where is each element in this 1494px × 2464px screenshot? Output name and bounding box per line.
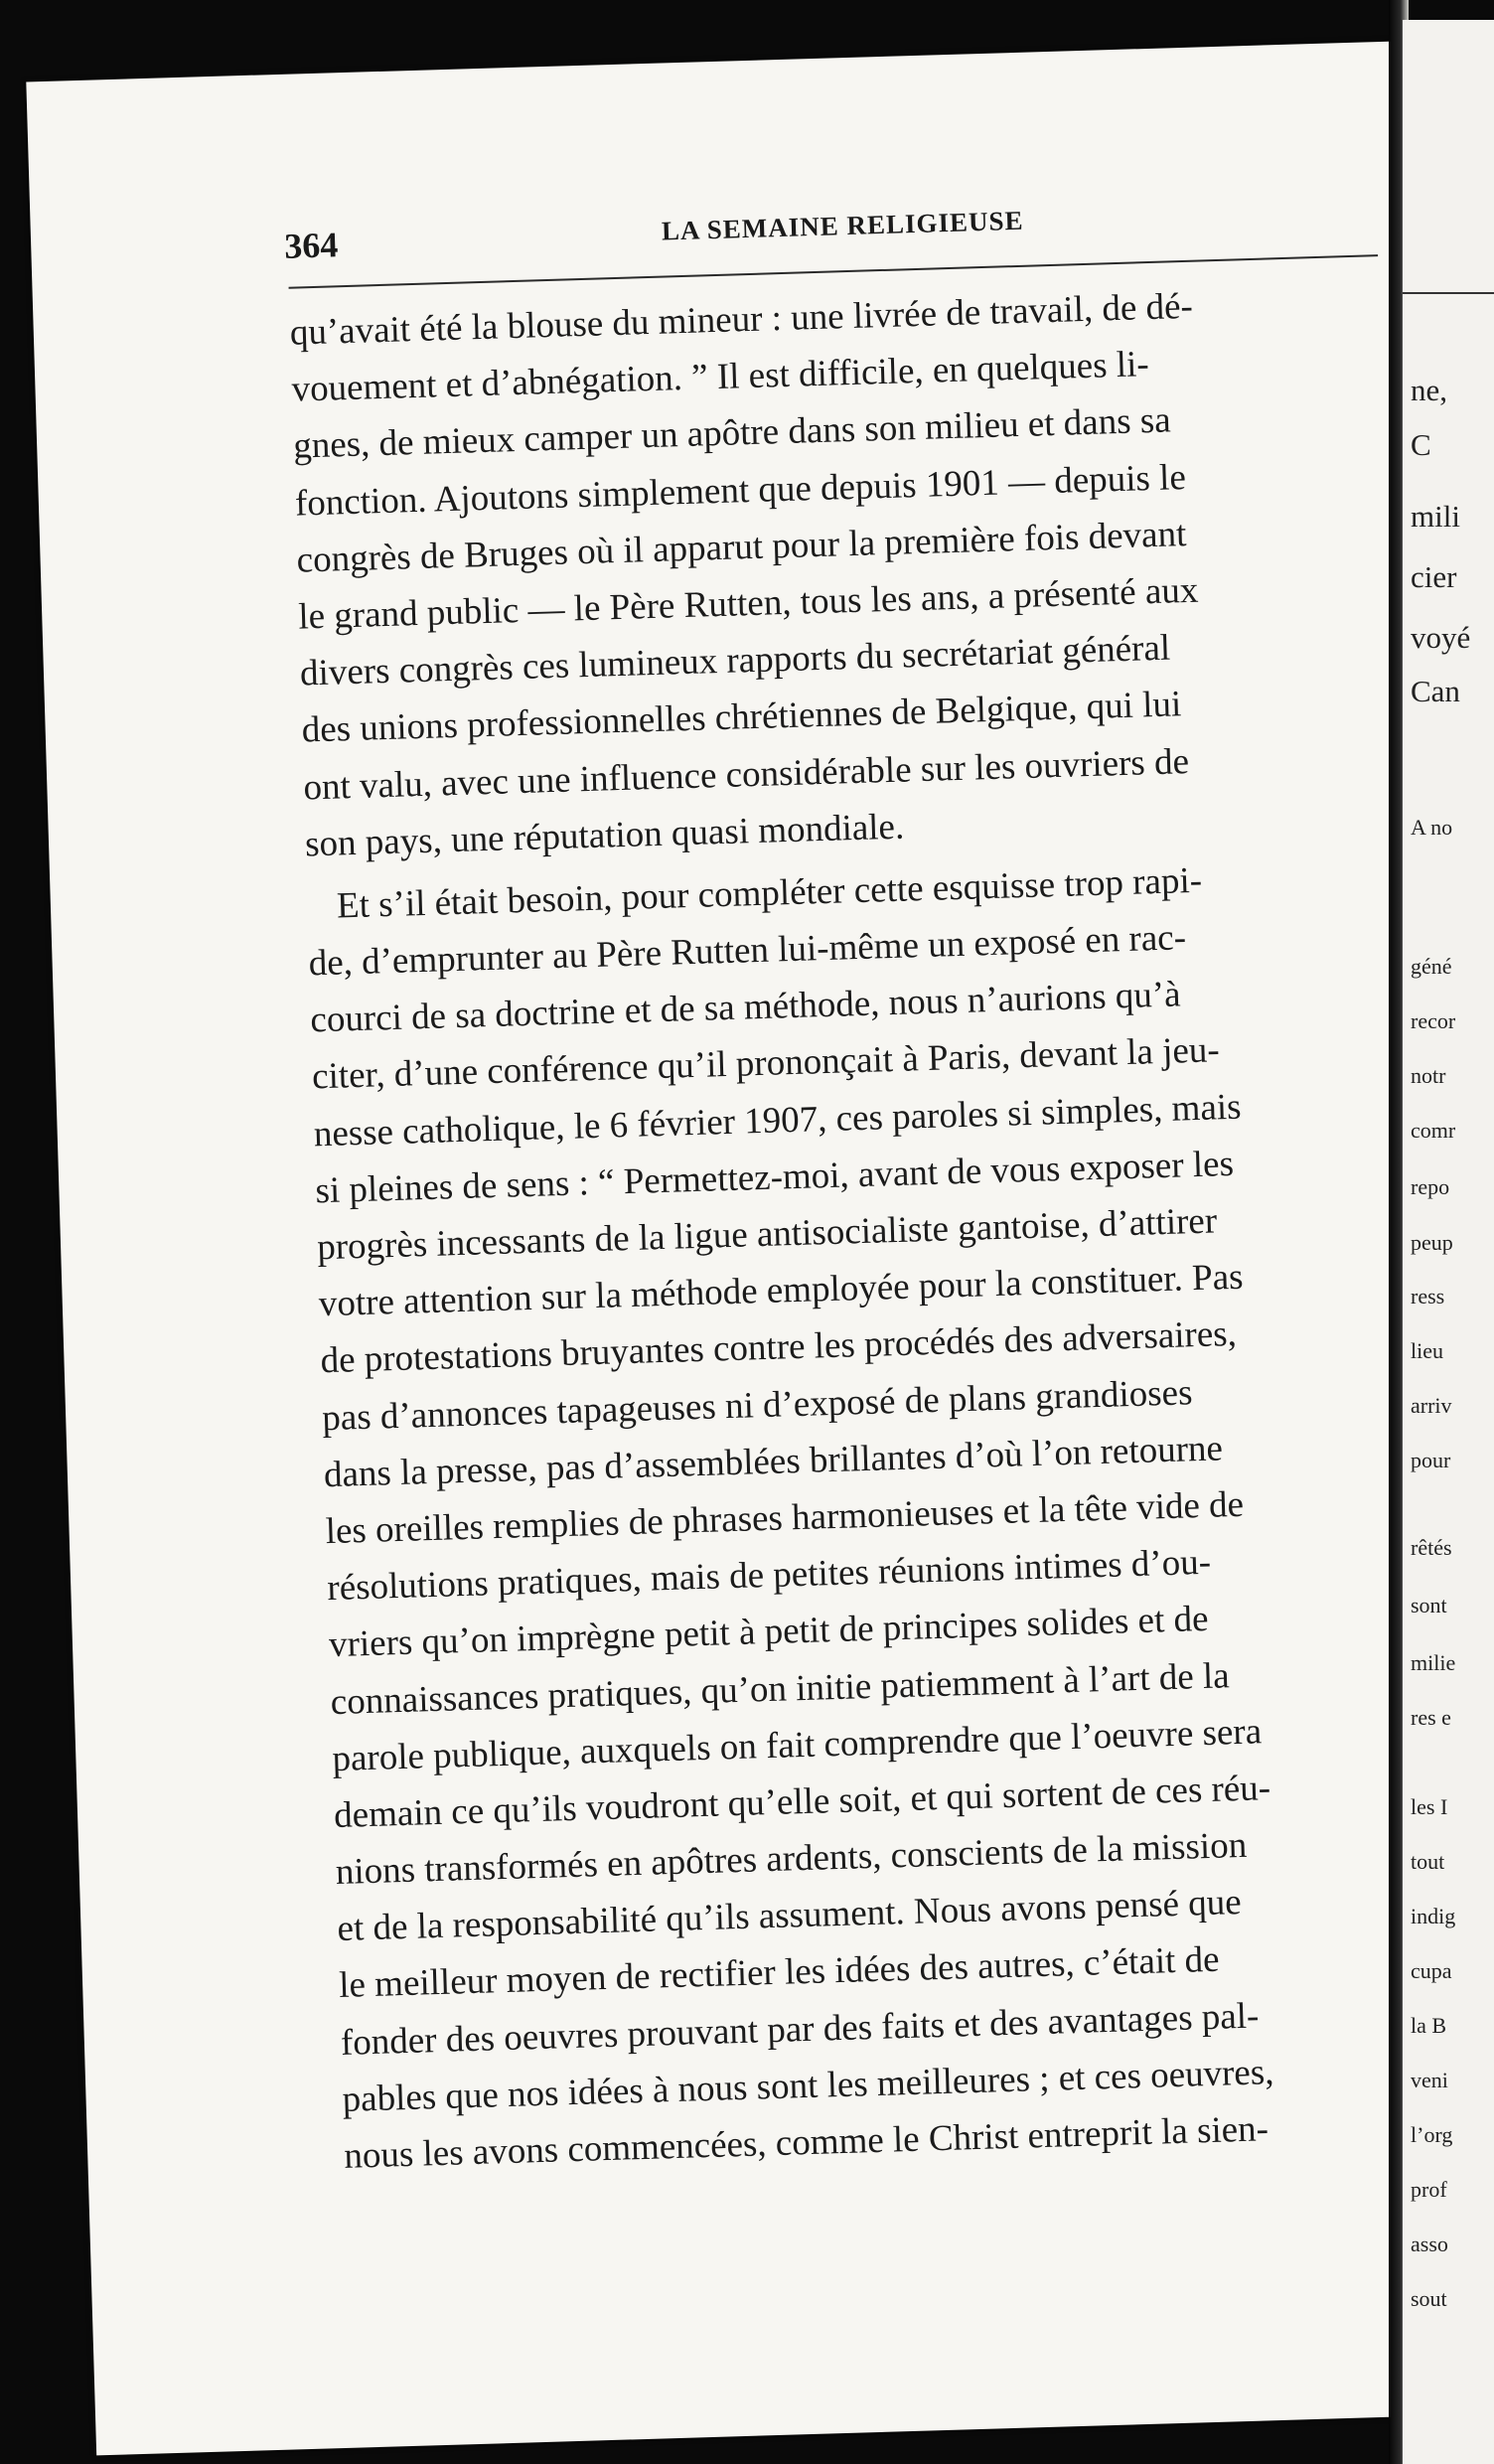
facing-fragment: cier — [1411, 559, 1457, 594]
facing-fragment: voyé — [1411, 620, 1471, 655]
running-head: LA SEMAINE RELIGIEUSE — [661, 205, 1024, 246]
text-line: si pleines de sens : “ Permettez-moi, avant de vous exposer les — [314, 1143, 1235, 1212]
text-line: votre attention sur la méthode employée pour la constituer. Pas — [318, 1256, 1245, 1325]
facing-fragment: recor — [1411, 1008, 1456, 1033]
text-line: de, d’emprunter au Père Rutten lui-même un exposé en rac- — [308, 917, 1187, 985]
facing-fragment: sout — [1411, 2286, 1447, 2311]
facing-fragment: la B — [1411, 2013, 1447, 2038]
facing-fragment: A no — [1411, 815, 1453, 840]
text-line: Et s’il était besoin, pour compléter cette esquisse trop rapi- — [336, 859, 1203, 927]
facing-fragment: notr — [1411, 1063, 1446, 1088]
text-line: courci de sa doctrine et de sa méthode, nous n’aurions qu’à — [309, 974, 1182, 1041]
text-line: nions transformés en apôtres ardents, conscients de la mission — [335, 1824, 1248, 1894]
text-line: les oreilles remplies de phrases harmonieuses et la tête vide de — [325, 1483, 1245, 1553]
text-line: nous les avons commencées, comme le Christ entreprit la sien- — [343, 2108, 1270, 2177]
text-line: congrès de Bruges où il apparut pour la première fois devant — [296, 513, 1187, 581]
facing-fragment: ne, — [1411, 373, 1448, 407]
text-line: des unions professionnelles chrétiennes de Belgique, qui lui — [301, 684, 1182, 751]
facing-fragment: res e — [1411, 1705, 1451, 1730]
facing-fragment: peup — [1411, 1230, 1453, 1255]
paragraph — [289, 272, 1398, 872]
facing-fragment: sont — [1411, 1593, 1447, 1617]
facing-fragment: tout — [1411, 1849, 1445, 1874]
text-line: le grand public — le Père Rutten, tous les ans, a présenté aux — [297, 569, 1199, 638]
facing-fragment: Can — [1411, 674, 1460, 708]
facing-fragment: cupa — [1411, 1958, 1452, 1983]
facing-fragment: les I — [1411, 1794, 1448, 1819]
text-line: son pays, une réputation quasi mondiale. — [304, 806, 905, 865]
facing-fragment: veni — [1411, 2068, 1448, 2092]
text-line: demain ce qu’ils voudront qu’elle soit, et qui sortent de ces réu- — [333, 1767, 1271, 1836]
facing-fragment: comr — [1411, 1118, 1456, 1143]
text-line: pables que nos idées à nous sont les meilleures ; et ces oeuvres, — [342, 2051, 1275, 2120]
body-text — [289, 272, 1437, 2185]
facing-fragment: asso — [1411, 2232, 1448, 2256]
text-line: de protestations bruyantes contre les procédés des adversaires, — [320, 1313, 1238, 1382]
facing-fragment: indig — [1411, 1904, 1456, 1928]
text-line: pas d’annonces tapageuses ni d’exposé de plans grandioses — [321, 1371, 1193, 1439]
text-line: parole publique, auxquels on fait comprendre que l’oeuvre sera — [331, 1710, 1263, 1779]
text-line: qu’avait été la blouse du mineur : une livrée de travail, de dé- — [289, 285, 1194, 354]
text-line: et de la responsabilité qu’ils assument. Nous avons pensé que — [336, 1882, 1243, 1950]
facing-fragment: arriv — [1411, 1393, 1452, 1418]
text-line: vriers qu’on imprègne petit à petit de principes solides et de — [328, 1599, 1210, 1666]
text-line: fonction. Ajoutons simplement que depuis 1901 — depuis le — [294, 456, 1187, 525]
text-line: citer, d’une conférence qu’il prononçait à Paris, devant la jeu- — [311, 1029, 1221, 1098]
text-line: connaissances pratiques, qu’on initie patiemment à l’art de la — [330, 1654, 1231, 1723]
facing-header-rule — [1403, 292, 1494, 294]
facing-fragment: C — [1411, 427, 1431, 462]
facing-fragment: milie — [1411, 1650, 1456, 1675]
text-line: nesse catholique, le 6 février 1907, ces paroles si simples, mais — [313, 1086, 1243, 1155]
facing-fragment: lieu — [1411, 1338, 1443, 1363]
facing-fragment: repo — [1411, 1174, 1450, 1199]
text-line: résolutions pratiques, mais de petites réunions intimes d’ou- — [326, 1541, 1212, 1610]
text-line: progrès incessants de la ligue antisocialiste gantoise, d’attirer — [316, 1200, 1218, 1269]
facing-page — [1403, 20, 1494, 2464]
facing-fragment: prof — [1411, 2177, 1447, 2202]
facing-fragment: l’org — [1411, 2122, 1453, 2147]
paragraph — [306, 847, 1437, 2185]
text-line: le meilleur moyen de rectifier les idées des autres, c’était de — [338, 1939, 1221, 2007]
page-364 — [26, 42, 1466, 2456]
text-line: dans la presse, pas d’assemblées brillantes d’où l’on retourne — [323, 1428, 1224, 1495]
facing-fragment: pour — [1411, 1448, 1451, 1472]
text-line: gnes, de mieux camper un apôtre dans son milieu et dans sa — [292, 399, 1172, 468]
text-line: divers congrès ces lumineux rapports du secrétariat général — [299, 627, 1171, 694]
facing-fragment: mili — [1411, 499, 1460, 534]
facing-fragment: ress — [1411, 1284, 1445, 1309]
page-number: 364 — [283, 225, 339, 266]
text-line: vouement et d’abnégation. ” Il est difficile, en quelques li- — [291, 344, 1150, 410]
text-line: ont valu, avec une influence considérable sur les ouvriers de — [302, 740, 1190, 808]
facing-fragment: rêtés — [1411, 1535, 1452, 1560]
facing-fragment: géné — [1411, 954, 1452, 979]
text-line: fonder des oeuvres prouvant par des faits et des avantages pal- — [340, 1995, 1260, 2064]
